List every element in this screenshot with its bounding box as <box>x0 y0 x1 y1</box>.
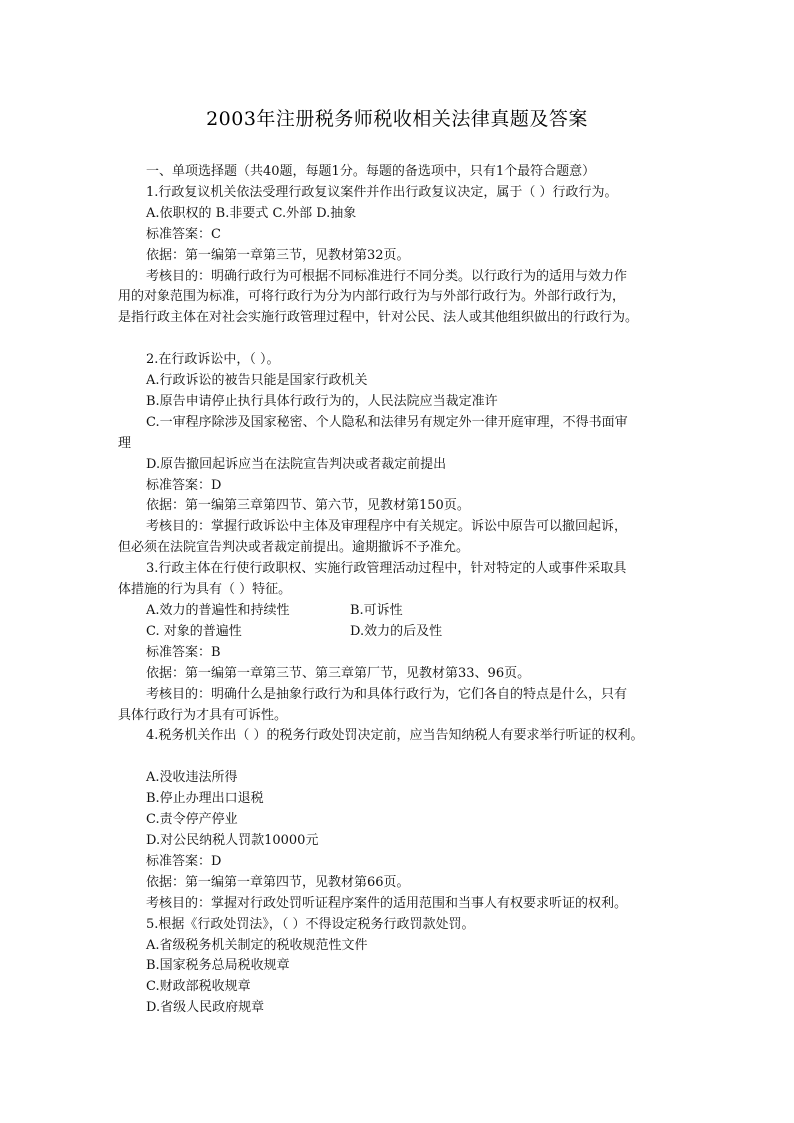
q2-option-b: B.原告申请停止执行具体行政行为的，人民法院应当裁定准许 <box>146 393 498 409</box>
q2-answer: 标准答案：D <box>146 477 222 493</box>
q5-stem: 5.根据《行政处罚法》，（ ）不得设定税务行政罚款处罚。 <box>146 916 475 932</box>
q2-basis: 依据：第一编第三章第四节、第六节，见教材第150页。 <box>146 498 470 514</box>
q4-basis: 依据：第一编第一章第四节，见教材第66页。 <box>146 874 410 890</box>
q4-option-b: B.停止办理出口退税 <box>146 791 264 807</box>
q5-option-c: C.财政部税收规章 <box>146 979 251 995</box>
q3-option-c: C. 对象的普遍性 <box>146 623 242 639</box>
blank-line <box>118 329 684 350</box>
q2-option-c-line-2: 理 <box>118 435 132 451</box>
q1-purpose-line-3: 是指行政主体在对社会实施行政管理过程中，针对公民、法人或其他组织做出的行政行为。 <box>118 310 639 326</box>
q2-stem: 2.在行政诉讼中，（ ）。 <box>146 352 280 368</box>
q2-purpose-line-1: 考核目的：掌握行政诉讼中主体及审理程序中有关规定。诉讼中原告可以撤回起诉， <box>146 519 628 535</box>
q3-basis: 依据：第一编第一章第三节、第三章第厂节，见教材第33、96页。 <box>146 665 531 681</box>
q4-option-a: A.没收违法所得 <box>146 770 238 786</box>
q4-purpose: 考核目的：掌握对行政处罚听证程序案件的适用范围和当事人有权要求听证的权利。 <box>146 895 628 911</box>
q3-options-row-1 <box>118 601 684 622</box>
q1-answer: 标准答案：C <box>146 226 221 242</box>
q1-stem: 1.行政复议机关依法受理行政复议案件并作出行政复议决定，属于（ ）行政行为。 <box>146 184 618 200</box>
q1-options: A.依职权的 B.非要式 C.外部 D.抽象 <box>146 205 357 221</box>
q2-option-d: D.原告撤回起诉应当在法院宣告判决或者裁定前提出 <box>146 456 447 472</box>
q1-purpose-line-1: 考核目的：明确行政行为可根据不同标准进行不同分类。以行政行为的适用与效力作 <box>146 268 628 284</box>
q3-stem-line-2: 体措施的行为具有（ ）特征。 <box>118 582 292 598</box>
q4-option-d: D.对公民纳税人罚款10000元 <box>146 832 319 848</box>
q3-options-row-2 <box>118 622 684 643</box>
q5-option-b: B.国家税务总局税收规章 <box>146 958 290 974</box>
q3-stem-line-1: 3.行政主体在行使行政职权、实施行政管理活动过程中，针对特定的人或事件采取具 <box>146 561 627 577</box>
section-heading: 一、单项选择题（共40题，每题1分。每题的备选项中，只有1个最符合题意） <box>146 164 596 179</box>
q3-option-d: D.效力的后及性 <box>350 623 443 639</box>
q5-option-d: D.省级人民政府规章 <box>146 1000 265 1016</box>
document-title: 2003年注册税务师税收相关法律真题及答案 <box>206 108 588 130</box>
q3-purpose-line-1: 考核目的：明确什么是抽象行政行为和具体行政行为，它们各自的特点是什么，只有 <box>146 686 628 702</box>
q3-option-a: A.效力的普遍性和持续性 <box>146 603 290 619</box>
q1-basis: 依据：第一编第一章第三节，见教材第32页。 <box>146 247 410 263</box>
q2-purpose-line-2: 但必须在法院宣告判决或者裁定前提出。逾期撤诉不予准允。 <box>118 540 470 556</box>
q2-option-c-line-1: C.一审程序除涉及国家秘密、个人隐私和法律另有规定外一律开庭审理，不得书面审 <box>146 414 628 430</box>
q3-answer: 标准答案：B <box>146 644 221 660</box>
q1-purpose-line-2: 用的对象范围为标准，可将行政行为分为内部行政行为与外部行政行为。外部行政行为， <box>118 289 626 305</box>
blank-line <box>118 747 684 768</box>
q3-option-b: B.可诉性 <box>350 603 403 619</box>
q4-stem: 4.税务机关作出（ ）的税务行政处罚决定前，应当告知纳税人有要求举行听证的权利。 <box>146 728 644 744</box>
q5-option-a: A.省级税务机关制定的税收规范性文件 <box>146 937 368 953</box>
q4-option-c: C.责令停产停业 <box>146 812 238 828</box>
q4-answer: 标准答案：D <box>146 853 222 869</box>
q3-purpose-line-2: 具体行政行为才具有可诉性。 <box>118 707 288 723</box>
q2-option-a: A.行政诉讼的被告只能是国家行政机关 <box>146 373 368 389</box>
document-body <box>118 162 684 1019</box>
